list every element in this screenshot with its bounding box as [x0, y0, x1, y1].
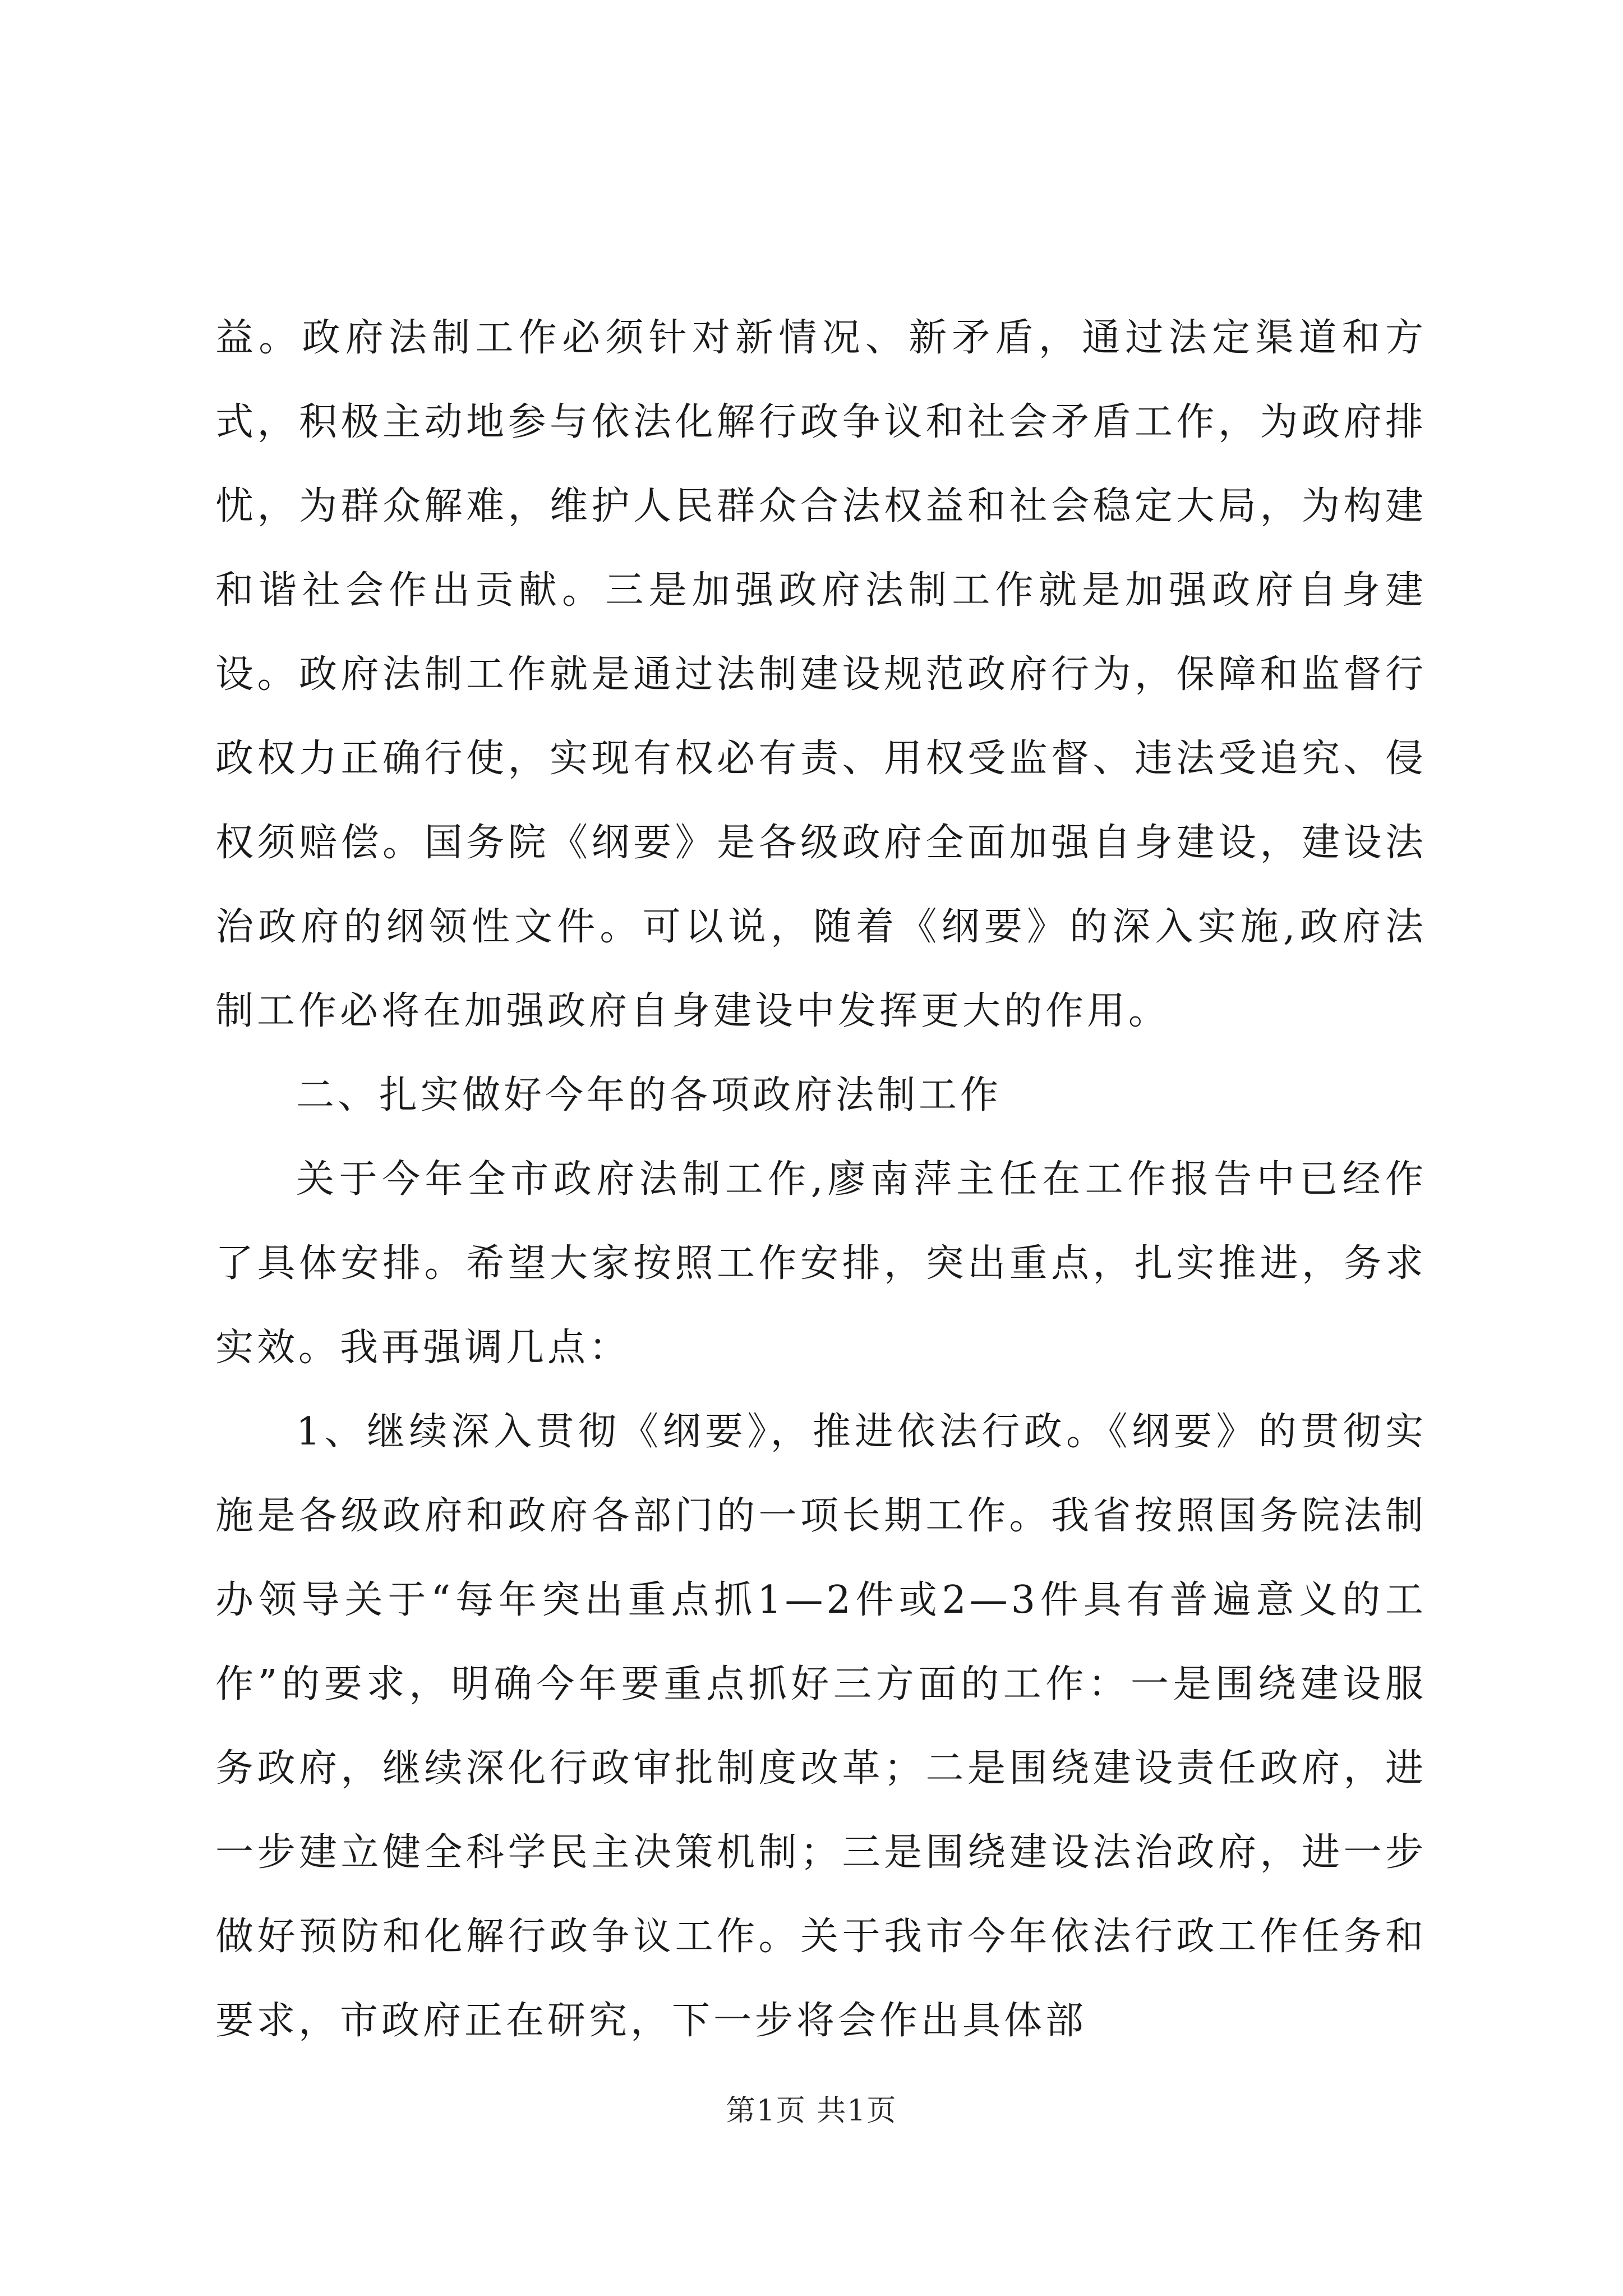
paragraph-continuation: 益。政府法制工作必须针对新情况、新矛盾，通过法定渠道和方式，积极主动地参与依法化解行政争议和社会矛盾工作，为政府排忧，为群众解难，维护人民群众合法权益和社会稳定大局，为构建和谐社会作出贡献。三是加强政府法制工作就是加强政府自身建设。政府法制工作就是通过法制建设规范政府行为，保障和监督行政权力正确行使，实现有权必有责、用权受监督、违法受追究、侵权须赔偿。国务院《纲要》是各级政府全面加强自身建设，建设法治政府的纲领性文件。可以说，随着《纲要》的深入实施,政府法制工作必将在加强政府自身建设中发挥更大的作用。 [215, 316, 1427, 1033]
document-body [215, 296, 1427, 2063]
page-footer: 第1页 共1页 [726, 2094, 897, 2128]
section-heading: 二、扎实做好今年的各项政府法制工作 [296, 1073, 1002, 1117]
paragraph-item-1: 1、继续深入贯彻《纲要》，推进依法行政。《纲要》的贯彻实施是各级政府和政府各部门的一项长期工作。我省按照国务院法制办领导关于“每年突出重点抓1—2件或2—3件具有普遍意义的工作”的要求，明确今年要重点抓好三方面的工作：一是围绕建设服务政府，继续深化行政审批制度改革；二是围绕建设责任政府，进一步建立健全科学民主决策机制；三是围绕建设法治政府，进一步做好预防和化解行政争议工作。关于我市今年依法行政工作任务和要求，市政府正在研究，下一步将会作出具体部 [215, 1410, 1427, 2043]
paragraph-intro: 关于今年全市政府法制工作,廖南萍主任在工作报告中已经作了具体安排。希望大家按照工作安排，突出重点，扎实推进，务求实效。我再强调几点： [215, 1157, 1427, 1370]
